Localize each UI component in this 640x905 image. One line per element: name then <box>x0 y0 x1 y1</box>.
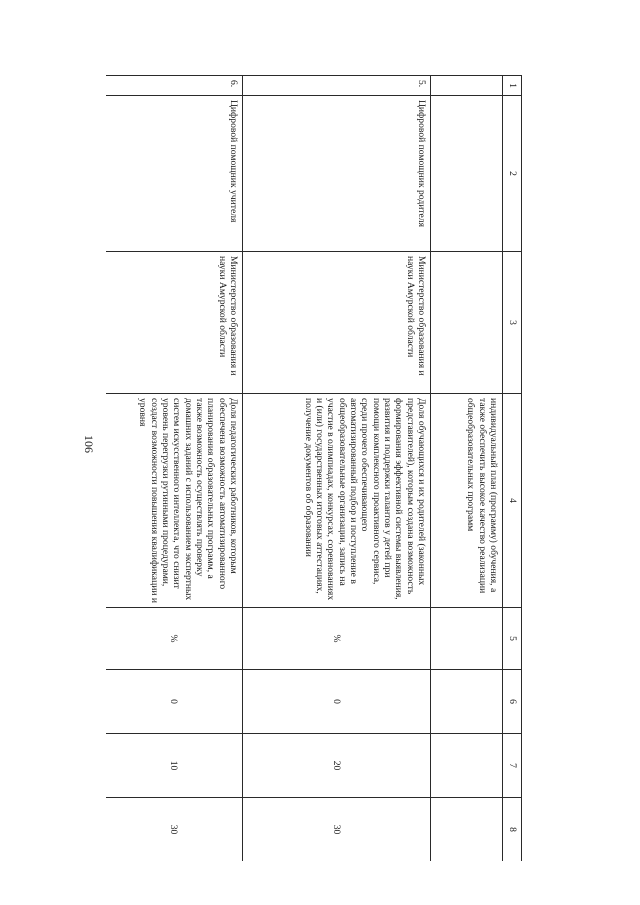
column-number: 2 <box>503 96 522 252</box>
value-col8: 30 <box>243 798 431 862</box>
project-name <box>431 96 503 252</box>
column-number: 5 <box>503 608 522 670</box>
table-row-continuation <box>431 76 503 862</box>
column-number: 7 <box>503 734 522 798</box>
value-col7: 20 <box>243 734 431 798</box>
rotated-table-frame <box>106 75 522 861</box>
page-number: 106 <box>82 435 96 453</box>
value-col8: 30 <box>106 798 243 862</box>
row-number <box>431 76 503 96</box>
table-row-6 <box>106 76 243 862</box>
column-number-row <box>503 76 522 862</box>
value-col6 <box>431 670 503 734</box>
value-col7 <box>431 734 503 798</box>
indicator-description: Доля обучающихся и их родителей (законных представителей), которым создана возможность формирования эффективной системы выявления, развития и поддержки талантов у детей при помощи комплексного проактивного сервиса, среди прочего обеспечивающего автоматизированный подбор и поступление в общеобразовательные организации, запись на участие в олимпиадах, конкурсах, соревнованиях и (или) государственных итоговых аттестациях, получение документов об образовании <box>243 394 431 608</box>
row-number: 6. <box>106 76 243 96</box>
indicators-table <box>106 75 522 861</box>
column-number: 1 <box>503 76 522 96</box>
column-number: 8 <box>503 798 522 862</box>
value-col8 <box>431 798 503 862</box>
value-col7: 10 <box>106 734 243 798</box>
responsible-body <box>431 252 503 394</box>
column-number: 3 <box>503 252 522 394</box>
table-row-5 <box>243 76 431 862</box>
responsible-body: Министерство образования и науки Амурской области <box>106 252 243 394</box>
table-wrapper <box>106 75 522 861</box>
unit: % <box>106 608 243 670</box>
project-name: Цифровой помощник учителя <box>106 96 243 252</box>
unit <box>431 608 503 670</box>
unit: % <box>243 608 431 670</box>
value-col6: 0 <box>243 670 431 734</box>
responsible-body: Министерство образования и науки Амурской области <box>243 252 431 394</box>
project-name: Цифровой помощник родителя <box>243 96 431 252</box>
value-col6: 0 <box>106 670 243 734</box>
row-number: 5. <box>243 76 431 96</box>
column-number: 6 <box>503 670 522 734</box>
indicator-description: Доля педагогических работников, которым обеспечена возможность автоматизированного планирования образовательных программ, а также возможность осуществлять проверку домашних заданий с использованием экспертных систем искусственного интеллекта, что снизит уровень перегрузки рутинными процедурами, создаст возможности повышения квалификации и уровня <box>106 394 243 608</box>
indicator-description: индивидуальный план (программу) обучения, а также обеспечить высокое качество реализации общеобразовательных программ <box>431 394 503 608</box>
column-number: 4 <box>503 394 522 608</box>
